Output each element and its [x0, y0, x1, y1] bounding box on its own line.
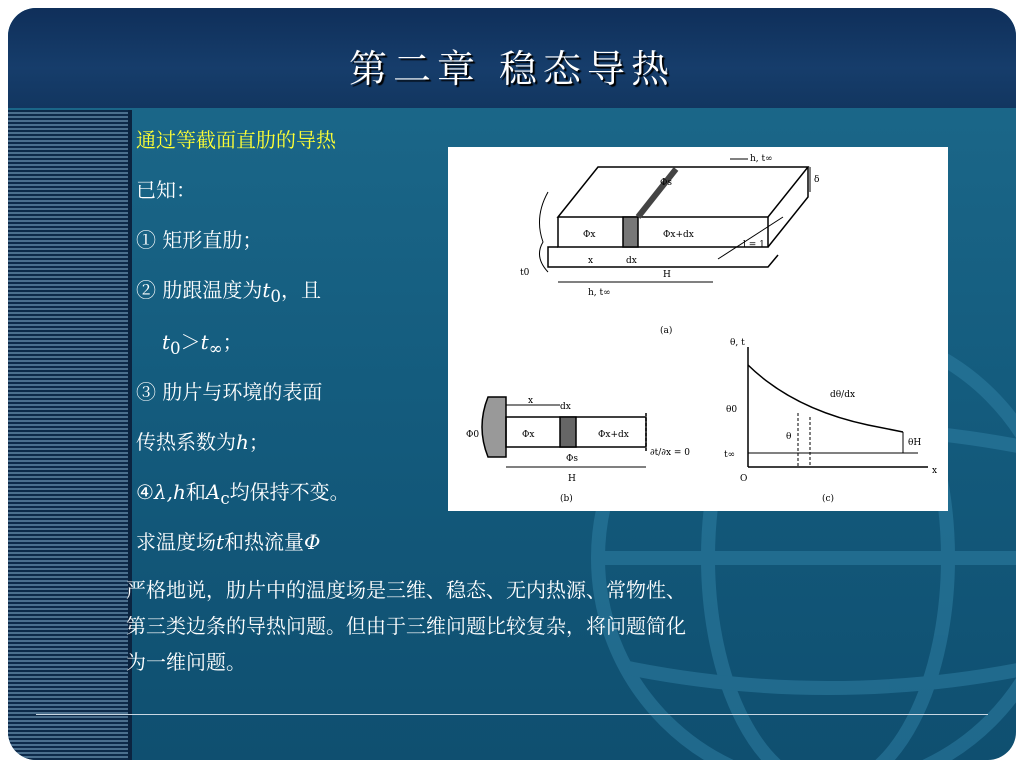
figure-c — [748, 347, 928, 467]
condition-4 — [136, 476, 350, 508]
a-H: H — [663, 270, 671, 280]
c-theta0: θ0 — [726, 405, 738, 415]
b-dx: dx — [560, 402, 571, 412]
b-bc: ∂t/∂x = 0 — [650, 448, 691, 458]
section-heading: 通过等截面直肋的导热 — [136, 128, 336, 152]
ineq-sub-2: ∞ — [208, 339, 223, 358]
condition-2-sub: 0 — [270, 287, 282, 306]
c-origin: O — [740, 474, 748, 484]
question-prefix: 求温度场 — [136, 530, 216, 554]
a-dx: dx — [626, 256, 637, 266]
figure-a — [539, 159, 810, 282]
b-phi-x: Φx — [522, 430, 535, 440]
slide-title: 第二章 稳态导热 — [348, 47, 676, 91]
condition-3-end: ； — [248, 430, 269, 454]
question-mid: 和热流量 — [224, 530, 305, 554]
ineq-sub-1: 0 — [170, 339, 181, 358]
condition-3-var: h — [236, 430, 249, 454]
condition-4-A: A — [205, 480, 221, 504]
paragraph-line-2: 第三类边条的导热问题。但由于三维问题比较复杂，将问题简化 — [126, 614, 686, 638]
c-caption: (c) — [822, 494, 835, 504]
condition-2-prefix: ② 肋跟温度为 — [136, 278, 263, 302]
a-phi-xdx: Φx+dx — [663, 230, 694, 240]
condition-4-suffix: 均保持不变。 — [229, 480, 350, 504]
bottom-divider — [36, 714, 988, 715]
a-x: x — [588, 256, 594, 266]
question-t: t — [216, 530, 225, 554]
condition-3-prefix: 传热系数为 — [136, 430, 236, 454]
ineq-var-2: t — [200, 330, 209, 354]
question-phi: Φ — [304, 530, 321, 554]
a-phi-x: Φx — [583, 230, 596, 240]
condition-2-inequality — [162, 326, 243, 358]
condition-3-line-1: ③ 肋片与环境的表面 — [136, 380, 323, 404]
summary-paragraph — [126, 572, 946, 680]
c-axis-y: θ, t — [730, 338, 745, 348]
paragraph-line-1: 严格地说，肋片中的温度场是三维、稳态、无内热源、常物性、 — [126, 578, 686, 602]
condition-3-line-2 — [136, 426, 269, 455]
paragraph-line-3: 为一维问题。 — [126, 650, 246, 674]
ineq-op: ＞ — [180, 330, 201, 354]
c-slope: dθ/dx — [830, 390, 856, 400]
a-phi-s: Φs — [660, 178, 672, 188]
known-label: 已知： — [136, 178, 196, 202]
a-h-t-bottom: h, t∞ — [588, 288, 611, 298]
b-H: H — [568, 474, 576, 484]
condition-2-var: t — [262, 278, 271, 302]
fin-figure — [448, 147, 948, 511]
a-h-t-top: h, t∞ — [750, 154, 773, 164]
b-caption: (b) — [560, 494, 573, 504]
b-phi-xdx: Φx+dx — [598, 430, 629, 440]
a-t0: t0 — [520, 268, 530, 278]
a-delta: δ — [814, 175, 820, 185]
condition-4-vars: λ,h — [153, 480, 186, 504]
condition-4-mid: 和 — [185, 480, 206, 504]
c-axis-x: x — [932, 466, 938, 476]
fin-diagram-svg — [448, 147, 948, 511]
c-theta: θ — [786, 432, 792, 442]
condition-1: ① 矩形直肋； — [136, 228, 263, 252]
ineq-end: ； — [222, 330, 243, 354]
a-l: l = 1 — [743, 240, 765, 250]
b-phi-s: Φs — [566, 454, 578, 464]
c-t-inf: t∞ — [724, 450, 736, 460]
ineq-var-1: t — [162, 330, 171, 354]
condition-2 — [136, 274, 321, 306]
condition-2-suffix: ，且 — [281, 278, 322, 302]
side-stripe-decoration — [8, 110, 132, 760]
b-x: x — [528, 396, 534, 406]
condition-4-prefix: ④ — [136, 480, 154, 504]
b-phi0: Φ0 — [466, 430, 480, 440]
title-bar — [8, 8, 1016, 108]
condition-4-Asub: c — [220, 489, 230, 508]
a-caption: (a) — [660, 326, 673, 336]
c-thetaH: θH — [908, 438, 922, 448]
question-line — [136, 526, 320, 555]
